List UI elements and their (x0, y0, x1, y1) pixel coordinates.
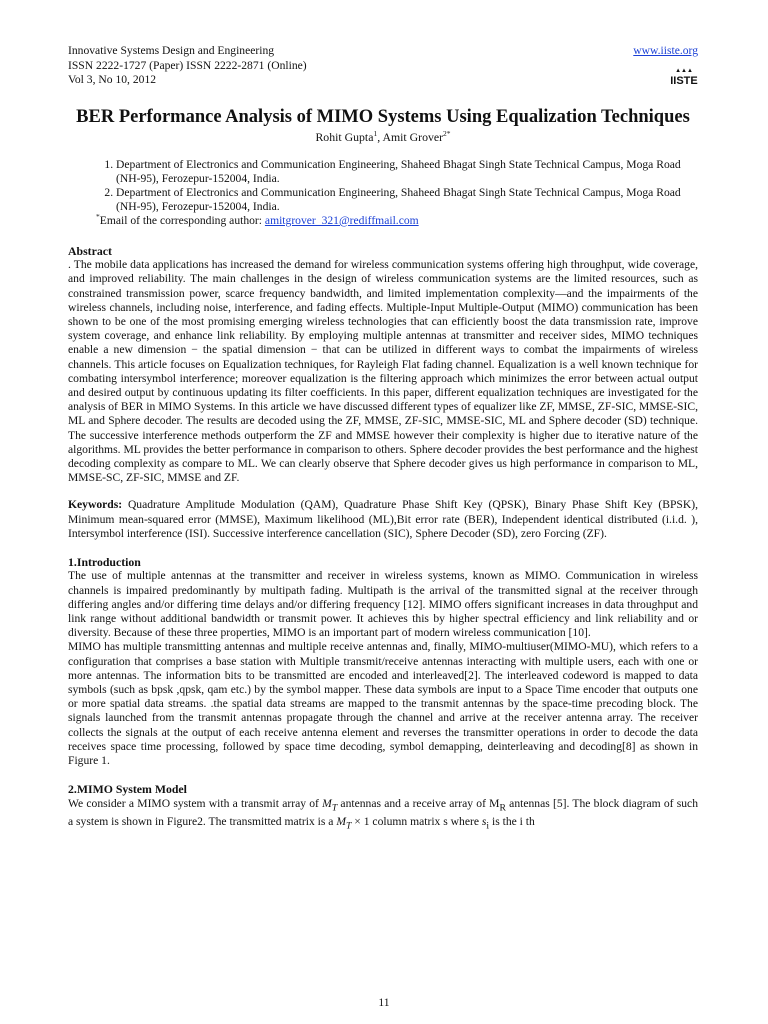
page (68, 44, 698, 834)
affiliation-item: 2. Department of Electronics and Communication Engineering, Shaheed Bhagat Singh State Technical Campus, Moga Road (NH-95), Ferozepur-152004, India. (116, 186, 698, 214)
author-separator: , (377, 129, 383, 144)
system-model-heading: 2.MIMO System Model (68, 782, 187, 797)
author-line (68, 130, 698, 144)
keywords-text: Quadrature Amplitude Modulation (QAM), Quadrature Phase Shift Key (QPSK), Binary Phase Shift Key (BPSK), Minimum mean-squared error (MMSE), Maximum likelihood (ML),Bit error rate (BER), Independent identical distributed (i.i.d. ), Intersymbol interference (ISI). Successive interference cancellation (SIC), Sphere Decoder (SD), zero Forcing (ZF). (68, 498, 698, 540)
page-number: 11 (378, 996, 390, 1009)
keywords-paragraph (68, 498, 698, 541)
system-model-para (68, 797, 698, 834)
affiliation-item: 1. Department of Electronics and Communication Engineering, Shaheed Bhagat Singh State Technical Campus, Moga Road (NH-95), Ferozepur-152004, India. (116, 158, 698, 186)
sm-text-a: We consider a MIMO system with a transmit array of (68, 796, 323, 810)
sm-text-b: antennas and a receive array of M (337, 796, 500, 810)
sm-text-c: antennas [5]. The block diagram of such a system is shown in Figure2. The transmitted matrix is a (68, 796, 698, 829)
introduction-para-2: MIMO has multiple transmitting antennas and multiple receive antennas and, finally, MIMO-multiuser(MIMO-MU), which refers to a configuration that comprises a base station with Multiple transmit/receive antennas interacting with multiple users, each with one or more antennas. The information bits to be transmitted are encoded and interleaved[2]. The interleaved codeword is mapped to data symbols (such as bpsk ,qpsk, qam etc.) by the symbol mapper. These data symbols are input to a Space Time encoder that outputs one or more spatial data streams. .the spatial data streams are mapped to the transmit antennas by the space-time precoding block. The signals launched from the transmit antennas propagate through the channel and arrive at the receiver antenna array. The receiver collects the signals at the output of each receive antenna element and reverses the transmitter operations in order to decode the data receives space time processing, followed by space time decoding, symbol demapping, deinterleaving and decoding[8] as shown in Figure 1. (68, 640, 698, 768)
email-link[interactable]: amitgrover_321@rediffmail.com (264, 213, 419, 227)
journal-header (68, 44, 698, 88)
sm-text-d: × 1 column matrix s where (351, 815, 482, 829)
sm-text-e: is the i th (489, 815, 535, 829)
introduction-para-1: The use of multiple antennas at the transmitter and receiver in wireless systems, known as MIMO. Communication in wireless channels is impaired predominantly by multipath fading. Multipath is the arrival of the transmitted signal at the receiver through differing angles and/or differing time delays and/or differing frequency [12]. MIMO offers significant increases in data throughput and link range without additional bandwidth or transmit power. It achieves this by higher spectral efficiency and link reliability and or diversity. Because of these three properties, MIMO is an important part of modern wireless communication [10]. (68, 569, 698, 640)
sm-symbol-mt-2: M (336, 815, 347, 829)
author-2: Amit Grover (382, 129, 444, 144)
abstract-heading: Abstract (68, 243, 112, 258)
sm-symbol-mt: M (322, 796, 332, 810)
affiliation-list (68, 158, 698, 214)
email-label: Email of the corresponding author: (99, 213, 265, 227)
keywords-label: Keywords: (68, 498, 123, 512)
author-2-affil: 2* (443, 128, 451, 138)
journal-name: Innovative Systems Design and Engineering (68, 44, 275, 57)
iiste-logo (670, 64, 698, 86)
author-1-affil: 1 (373, 128, 378, 138)
journal-issn: ISSN 2222-1727 (Paper) ISSN 2222-2871 (Online) (68, 58, 307, 72)
sm-symbol-s: s (481, 815, 487, 829)
abstract-text: . The mobile data applications has increased the demand for wireless communication systems offering high throughput, wide coverage, and improved reliability. The main challenges in the design of wireless communication systems are the limited resources, such as constrained transmission power, scarce frequency bandwidth, and limited implementation complexity―and the impairments of the wireless channels, including noise, interference, and fading effects. Multiple-Input Multiple-Output (MIMO) communication has been shown to be one of the most promising emerging wireless technologies that can efficiently boost the data transmission rate, improve system coverage, and enhance link reliability. By employing multiple antennas at transmitter and receiver sides, MIMO techniques enable a new dimension − the spatial dimension − that can be utilized in different ways to combat the impairments of wireless channels. This article focuses on Equalization techniques, for Rayleigh Flat fading channel. Equalization is a well known technique for combating intersymbol interference; moreover equalization is the filtering approach which minimizes the error between actual output and desired output by continuous updating its filter coefficients. In this paper, different equalization techniques are investigated for the analysis of BER in MIMO Systems. In this article we have discussed different types of equalizer like ZF, MMSE, ZF-SIC, MMSE-SIC, ML and Sphere decoder. The results are decoded using the ZF, MMSE, ZF-SIC, MMSE-SIC, ML and Sphere decoder (SD) technique. The successive interference methods outperform the ZF and MMSE however their complexity is higher due to iterative nature of the algorithms. ML provides the better performance in comparison to others. Sphere decoder provides the best performance and the highest decoding complexity as compare to ML. We can clearly observe that Sphere decoder gives us high performance in comparison to ML, MMSE-SC, ZF-SIC, MMSE and ZF. (68, 258, 698, 485)
author-1: Rohit Gupta (315, 129, 374, 144)
email-marker: * (96, 211, 100, 221)
sm-sub-t-2: T (346, 820, 352, 832)
introduction-heading: 1.Introduction (68, 555, 141, 570)
corresponding-email (68, 211, 698, 228)
journal-volume: Vol 3, No 10, 2012 (68, 73, 157, 87)
sm-sub-t: T (331, 802, 338, 814)
sm-sub-r: R (499, 802, 506, 814)
logo-text: IISTE (670, 75, 698, 86)
sm-sub-i: i (486, 820, 490, 832)
paper-title: BER Performance Analysis of MIMO Systems Using Equalization Techniques (76, 106, 690, 127)
logo-mark-top: ▲▲▲ (675, 68, 693, 74)
journal-url-link[interactable]: www.iiste.org (633, 44, 698, 57)
